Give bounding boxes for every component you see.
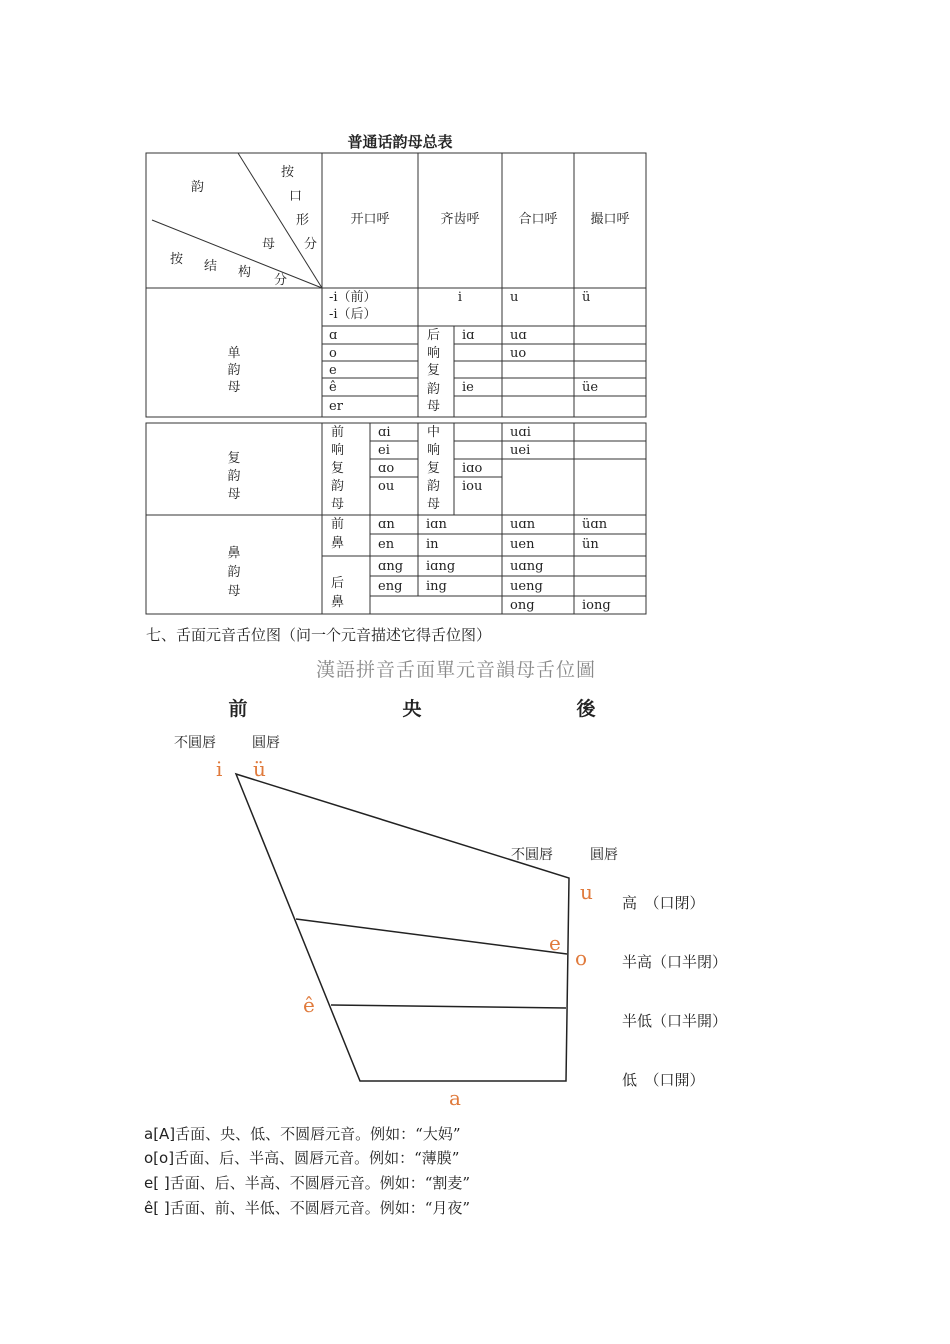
single-he-0: uɑ <box>510 328 527 343</box>
note-e-circumflex-text: 舌面、前、半低、不圆唇元音。例如：“月夜” <box>169 1199 471 1217</box>
compound-front-label-0: 前 <box>331 425 345 440</box>
single-kai-row0-a: -i（前） <box>329 290 377 305</box>
nasal-back-kai-0: ɑng <box>378 559 404 574</box>
compound-mid-label-0: 中 <box>427 425 441 440</box>
single-qi-0: iɑ <box>462 328 475 343</box>
diag-bottom-0: 按 <box>170 252 184 267</box>
single-back-label-2: 复 <box>427 363 441 378</box>
height-low: 低 （口開） <box>622 1071 705 1089</box>
vowel-chart-title: 漢語拼音舌面單元音韻母舌位圖 <box>316 659 597 681</box>
col-qichi: 齐齿呼 <box>440 212 480 227</box>
single-label-1: 韵 <box>227 363 241 378</box>
back-rounded-label: 圓唇 <box>590 847 618 863</box>
back-unrounded-label: 不圓唇 <box>511 847 553 863</box>
compound-mid-label-4: 母 <box>427 497 441 512</box>
compound-kai-2: ɑo <box>378 461 395 476</box>
nasal-back-kai-1: eng <box>378 579 403 594</box>
col-hekou: 合口呼 <box>518 212 558 227</box>
col-kaikou: 开口呼 <box>350 212 390 227</box>
note-a-text: 舌面、央、低、不圆唇元音。例如：“大妈” <box>175 1125 461 1143</box>
col-front: 前 <box>228 698 248 720</box>
nasal-back-he-1: ueng <box>510 579 543 594</box>
compound-kai-3: ou <box>378 479 395 494</box>
single-kai-4: er <box>329 399 343 414</box>
section-heading: 七、舌面元音舌位图（问一个元音描述它得舌位图） <box>146 626 492 644</box>
single-cuo-row0: ü <box>582 290 591 305</box>
nasal-front-kai-0: ɑn <box>378 517 395 532</box>
diag-bottom-3: 分 <box>274 273 288 288</box>
single-qi-row0: i <box>457 290 463 305</box>
vowel-o: o <box>575 946 588 970</box>
note-e-label: e[ ] <box>144 1174 170 1192</box>
diag-top-1: 口 <box>289 189 303 204</box>
compound-kai-1: ei <box>378 443 390 458</box>
vowel-a: a <box>449 1086 461 1110</box>
single-kai-3: ê <box>329 380 337 395</box>
nasal-front-label-0: 前 <box>331 517 345 532</box>
nasal-front-cuo-1: ün <box>582 537 599 552</box>
nasal-back-cuo-2: iong <box>582 598 611 613</box>
height-high: 高 （口閉） <box>622 894 705 912</box>
single-qi-3: ie <box>462 380 474 395</box>
nasal-label-1: 韵 <box>227 565 241 580</box>
diag-bottom-1: 结 <box>204 259 218 274</box>
compound-mid-label-3: 韵 <box>427 479 441 494</box>
height-half-high: 半高（口半閉） <box>622 953 728 971</box>
nasal-front-label-1: 鼻 <box>331 536 345 551</box>
front-rounded-label: 圓唇 <box>252 735 280 751</box>
vowel-u-umlaut: ü <box>253 757 266 781</box>
compound-front-label-3: 韵 <box>331 479 345 494</box>
note-a <box>144 1123 461 1144</box>
compound-label-0: 复 <box>227 451 241 466</box>
nasal-front-qi-0: iɑn <box>426 517 447 532</box>
col-cuokou: 撮口呼 <box>590 212 630 227</box>
note-e-circumflex <box>144 1197 470 1218</box>
single-label-2: 母 <box>227 380 241 395</box>
nasal-back-he-2: ong <box>510 598 535 613</box>
diag-top-3: 分 <box>304 237 318 252</box>
nasal-label-2: 母 <box>227 584 241 599</box>
compound-qi-2: iɑo <box>462 461 483 476</box>
single-he-row0: u <box>510 290 519 305</box>
note-e <box>144 1172 470 1193</box>
note-o <box>144 1147 459 1168</box>
note-e-circumflex-label: ê[ ] <box>144 1199 170 1217</box>
table-title: 普通话韵母总表 <box>347 133 453 151</box>
note-o-text: 舌面、后、半高、圆唇元音。例如：“薄膜” <box>174 1149 460 1167</box>
single-back-label-4: 母 <box>427 399 441 414</box>
single-kai-row0-b: -i（后） <box>329 307 377 322</box>
vowel-i: i <box>216 757 223 781</box>
nasal-front-cuo-0: üɑn <box>582 517 608 532</box>
compound-qi-3: iou <box>462 479 483 494</box>
compound-front-label-4: 母 <box>331 497 345 512</box>
nasal-front-he-0: uɑn <box>510 517 536 532</box>
vowel-e: e <box>549 931 561 955</box>
compound-kai-0: ɑi <box>378 425 391 440</box>
vowel-u: u <box>580 880 593 904</box>
compound-front-label-1: 响 <box>331 443 345 458</box>
diag-top-0: 按 <box>281 165 295 180</box>
single-label-0: 单 <box>227 346 241 361</box>
note-e-text: 舌面、后、半高、不圆唇元音。例如：“割麦” <box>169 1174 471 1192</box>
compound-he-1: uei <box>510 443 531 458</box>
vowel-trapezoid <box>236 774 569 1081</box>
nasal-back-label-0: 后 <box>331 576 345 591</box>
finals-table <box>0 0 950 620</box>
single-kai-2: e <box>329 363 337 378</box>
single-kai-0: ɑ <box>329 328 338 343</box>
front-unrounded-label: 不圓唇 <box>174 735 216 751</box>
note-o-label: o[o] <box>144 1149 175 1167</box>
note-a-label: a[A] <box>144 1125 176 1143</box>
compound-he-0: uɑi <box>510 425 531 440</box>
diag-mid-1: 母 <box>262 237 276 252</box>
compound-front-label-2: 复 <box>331 461 345 476</box>
compound-mid-label-2: 复 <box>427 461 441 476</box>
nasal-front-qi-1: in <box>426 537 439 552</box>
nasal-front-kai-1: en <box>378 537 395 552</box>
diag-bottom-2: 构 <box>238 265 252 280</box>
nasal-front-he-1: uen <box>510 537 535 552</box>
nasal-back-qi-1: ing <box>426 579 447 594</box>
col-back: 後 <box>576 698 596 720</box>
single-he-1: uo <box>510 346 527 361</box>
nasal-back-he-0: uɑng <box>510 559 544 574</box>
vowel-e-circumflex: ê <box>303 993 315 1017</box>
single-back-label-0: 后 <box>427 328 441 343</box>
table-grid-lines <box>146 153 646 614</box>
height-half-low: 半低（口半開） <box>622 1012 728 1030</box>
nasal-back-qi-0: iɑng <box>426 559 456 574</box>
col-central: 央 <box>402 698 422 720</box>
single-cuo-3: üe <box>582 380 599 395</box>
single-kai-1: o <box>329 346 337 361</box>
vowel-chart <box>0 680 950 1110</box>
compound-mid-label-1: 响 <box>427 443 441 458</box>
diag-mid-0: 韵 <box>191 180 205 195</box>
nasal-back-label-1: 鼻 <box>331 595 345 610</box>
compound-label-2: 母 <box>227 487 241 502</box>
single-back-label-1: 响 <box>427 346 441 361</box>
nasal-label-0: 鼻 <box>227 546 241 561</box>
single-back-label-3: 韵 <box>427 382 441 397</box>
compound-label-1: 韵 <box>227 469 241 484</box>
diag-top-2: 形 <box>296 213 310 228</box>
